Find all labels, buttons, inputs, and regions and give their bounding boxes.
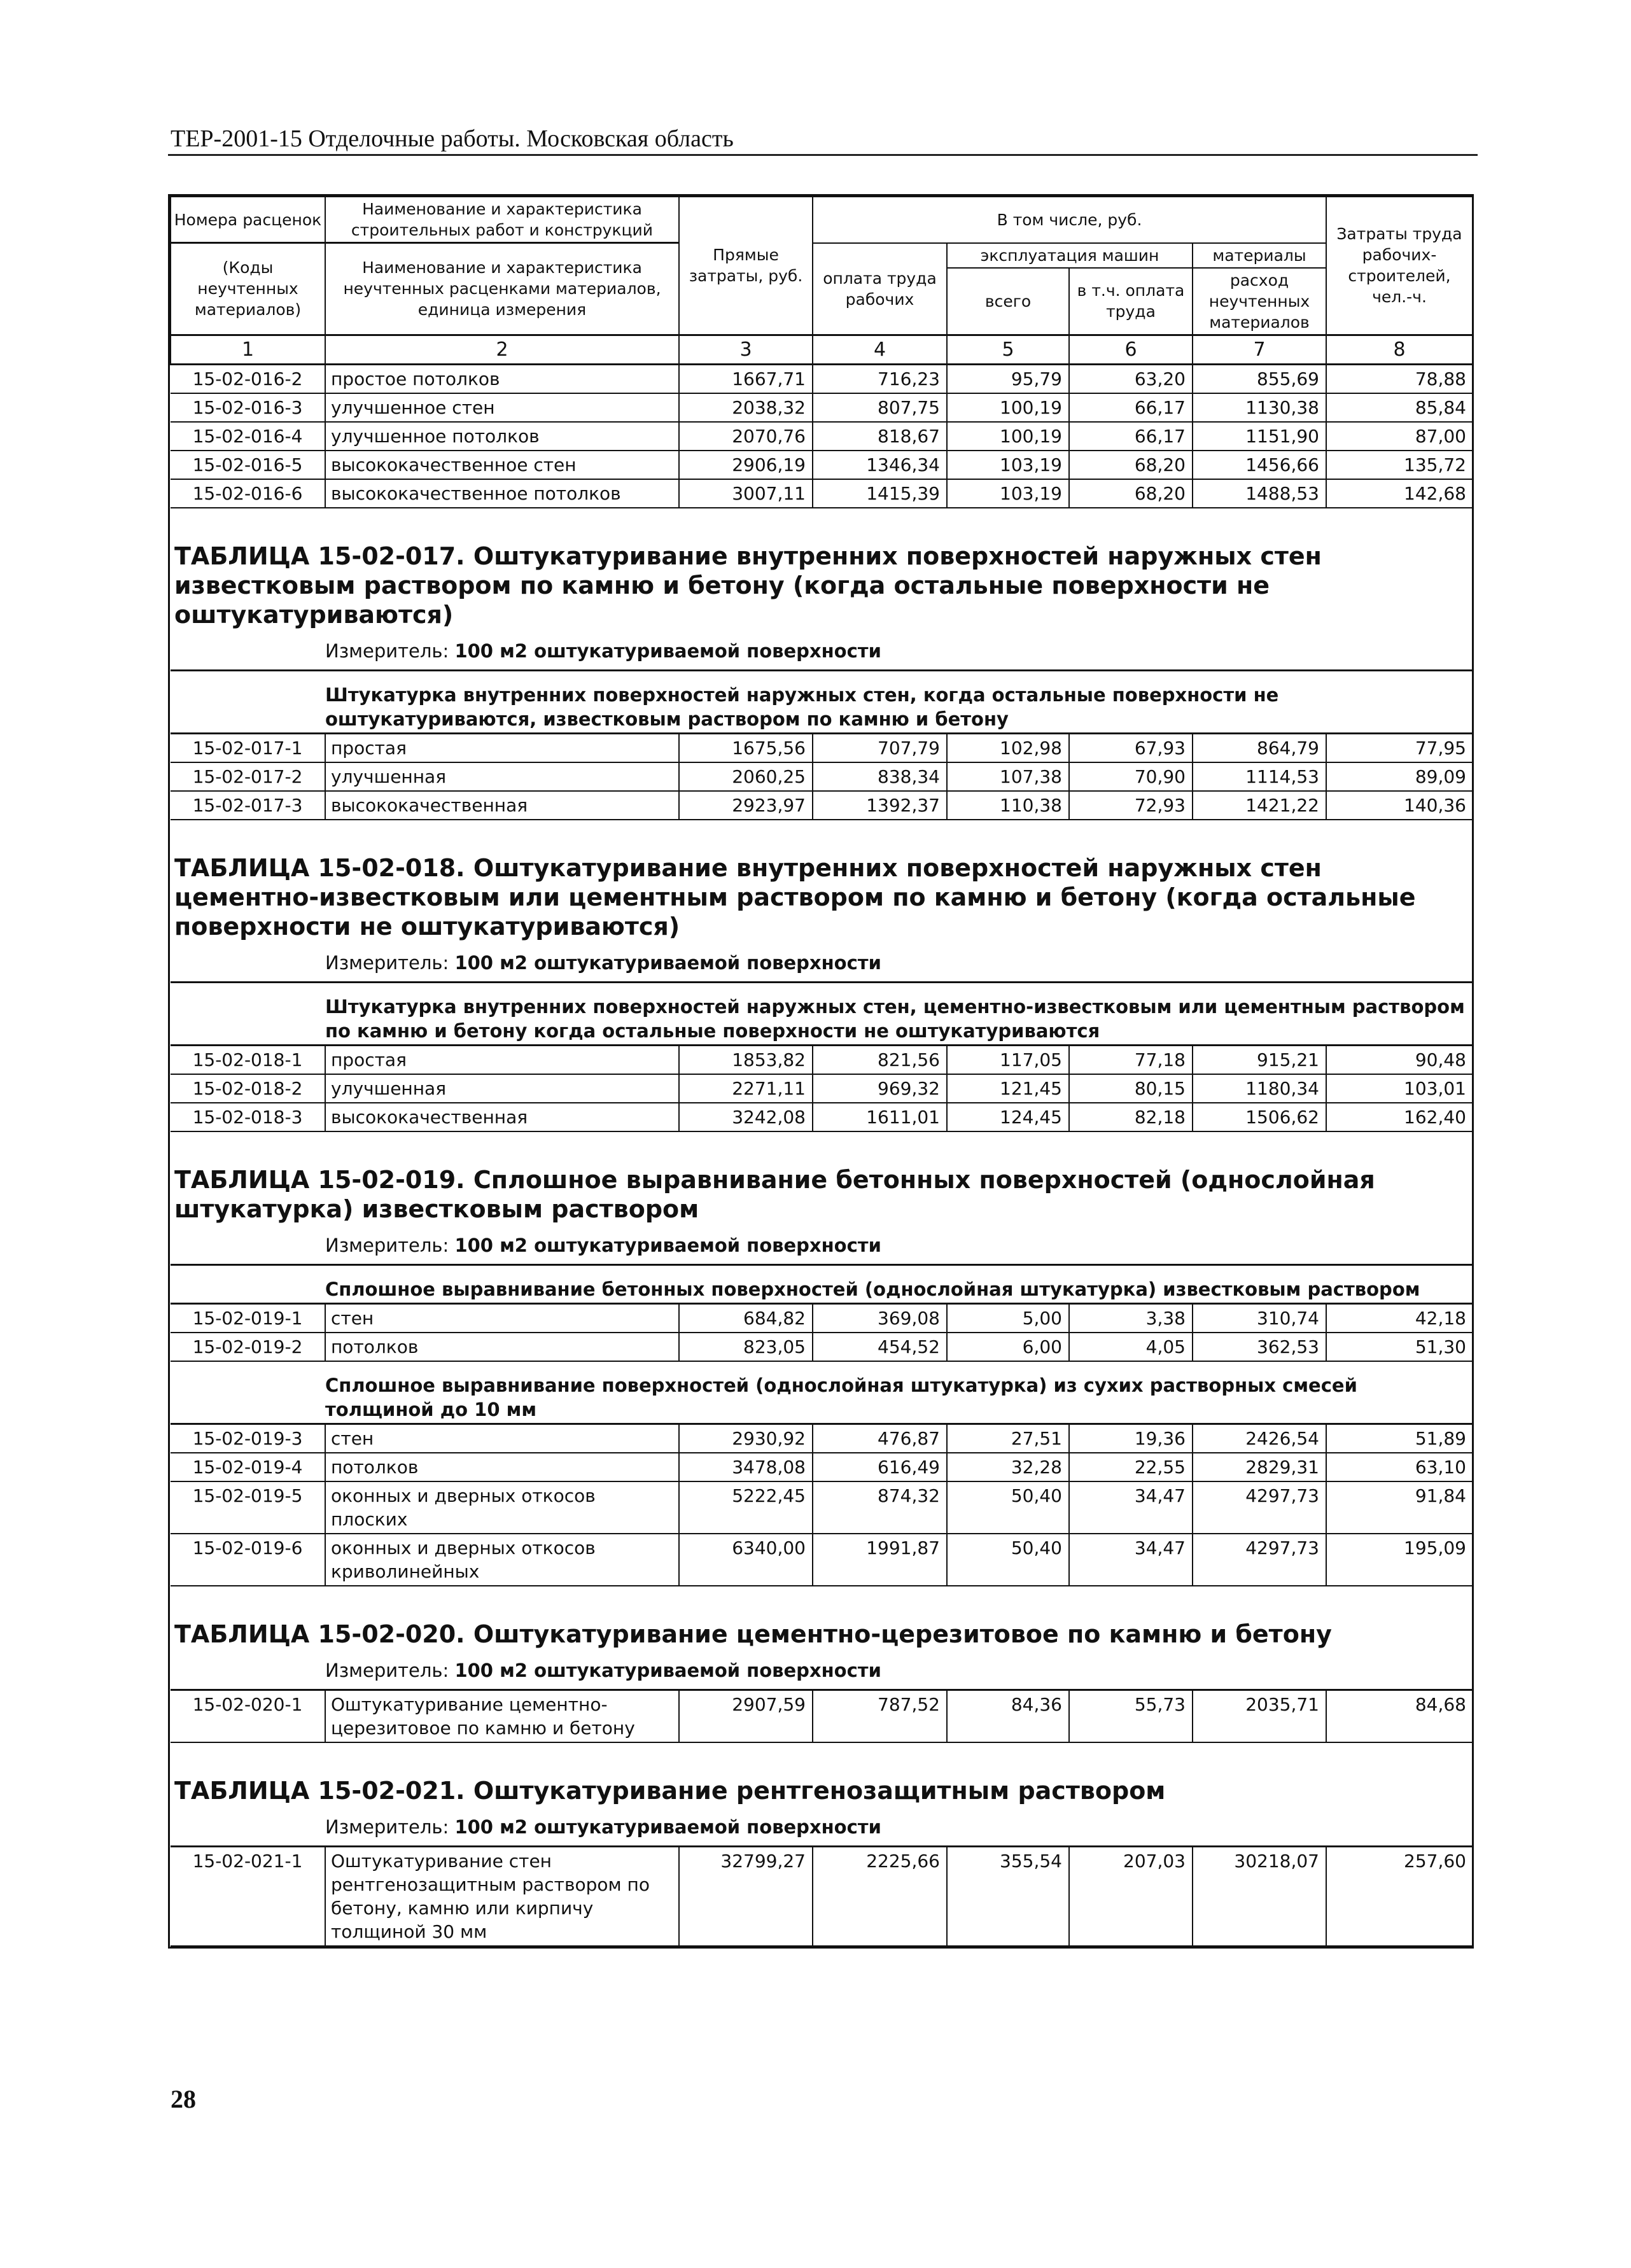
materials: 1180,34 bbox=[1193, 1074, 1326, 1103]
direct-costs: 1853,82 bbox=[679, 1045, 813, 1074]
rate-code: 15-02-016-5 bbox=[171, 451, 325, 479]
direct-costs: 3007,11 bbox=[679, 479, 813, 508]
table-row bbox=[171, 762, 1473, 791]
materials: 30218,07 bbox=[1193, 1846, 1326, 1946]
machines-labor: 68,20 bbox=[1069, 451, 1193, 479]
table-title: ТАБЛИЦА 15-02-017. Оштукатуривание внутренних поверхностей наружных стен известковым раствором по камню и бетону (когда остальные поверхности не оштукатуриваются) bbox=[174, 542, 1322, 629]
labor-hours: 89,09 bbox=[1326, 762, 1473, 791]
rate-name: простое потолков bbox=[325, 364, 679, 393]
machines-labor: 68,20 bbox=[1069, 479, 1193, 508]
column-number: 6 bbox=[1069, 335, 1193, 364]
rate-name: улучшенное потолков bbox=[325, 422, 679, 451]
column-number: 5 bbox=[947, 335, 1069, 364]
unit-label: Измеритель: bbox=[325, 1234, 455, 1256]
labor-hours: 78,88 bbox=[1326, 364, 1473, 393]
rate-code: 15-02-017-2 bbox=[171, 762, 325, 791]
direct-costs: 5222,45 bbox=[679, 1481, 813, 1534]
unit-label: Измеритель: bbox=[325, 951, 455, 974]
direct-costs: 1667,71 bbox=[679, 364, 813, 393]
rate-name: улучшенная bbox=[325, 1074, 679, 1103]
machines-labor: 4,05 bbox=[1069, 1333, 1193, 1361]
column-number: 8 bbox=[1326, 335, 1473, 364]
col-group-materials: материалы bbox=[1193, 243, 1326, 268]
rate-name: оконных и дверных откосов плоских bbox=[325, 1481, 679, 1534]
col-machines-total: всего bbox=[947, 268, 1069, 335]
table-row bbox=[171, 1424, 1473, 1453]
labor-hours: 51,89 bbox=[1326, 1424, 1473, 1453]
col-name-top: Наименование и характеристика строительных работ и конструкций bbox=[325, 197, 679, 243]
unit-value: 100 м2 оштукатуриваемой поверхности bbox=[454, 1659, 881, 1681]
table-row bbox=[171, 733, 1473, 762]
labor-hours: 42,18 bbox=[1326, 1303, 1473, 1333]
machines-total: 103,19 bbox=[947, 451, 1069, 479]
worker-pay: 818,67 bbox=[813, 422, 947, 451]
worker-pay: 476,87 bbox=[813, 1424, 947, 1453]
table-row bbox=[171, 1846, 1473, 1946]
rate-code: 15-02-019-2 bbox=[171, 1333, 325, 1361]
unit-label: Измеритель: bbox=[325, 640, 455, 662]
table-row bbox=[171, 1045, 1473, 1074]
labor-hours: 51,30 bbox=[1326, 1333, 1473, 1361]
table-title: ТАБЛИЦА 15-02-021. Оштукатуривание рентгенозащитным раствором bbox=[174, 1776, 1166, 1805]
table-title: ТАБЛИЦА 15-02-020. Оштукатуривание цементно-церезитовое по камню и бетону bbox=[174, 1620, 1332, 1648]
table-row bbox=[171, 1333, 1473, 1361]
worker-pay: 454,52 bbox=[813, 1333, 947, 1361]
rate-name: стен bbox=[325, 1303, 679, 1333]
table-row bbox=[171, 364, 1473, 393]
materials: 1456,66 bbox=[1193, 451, 1326, 479]
worker-pay: 1415,39 bbox=[813, 479, 947, 508]
rate-code: 15-02-021-1 bbox=[171, 1846, 325, 1946]
machines-labor: 70,90 bbox=[1069, 762, 1193, 791]
labor-hours: 162,40 bbox=[1326, 1103, 1473, 1131]
table-row bbox=[171, 1103, 1473, 1131]
direct-costs: 2070,76 bbox=[679, 422, 813, 451]
direct-costs: 2923,97 bbox=[679, 791, 813, 820]
worker-pay: 1611,01 bbox=[813, 1103, 947, 1131]
machines-total: 121,45 bbox=[947, 1074, 1069, 1103]
materials: 362,53 bbox=[1193, 1333, 1326, 1361]
rate-name: высококачественное потолков bbox=[325, 479, 679, 508]
direct-costs: 3478,08 bbox=[679, 1453, 813, 1481]
rate-code: 15-02-017-1 bbox=[171, 733, 325, 762]
machines-total: 100,19 bbox=[947, 393, 1069, 422]
unit-value: 100 м2 оштукатуриваемой поверхности bbox=[454, 1234, 881, 1256]
unit-of-measure bbox=[325, 1655, 1473, 1690]
table-row bbox=[171, 451, 1473, 479]
worker-pay: 969,32 bbox=[813, 1074, 947, 1103]
section-subtitle: Сплошное выравнивание поверхностей (однослойная штукатурка) из сухих растворных смесей толщиной до 10 мм bbox=[325, 1361, 1473, 1424]
machines-total: 100,19 bbox=[947, 422, 1069, 451]
machines-total: 124,45 bbox=[947, 1103, 1069, 1131]
table-header bbox=[171, 197, 1473, 364]
header-rule bbox=[168, 154, 1478, 156]
worker-pay: 874,32 bbox=[813, 1481, 947, 1534]
rate-code: 15-02-016-4 bbox=[171, 422, 325, 451]
labor-hours: 135,72 bbox=[1326, 451, 1473, 479]
direct-costs: 1675,56 bbox=[679, 733, 813, 762]
machines-labor: 55,73 bbox=[1069, 1690, 1193, 1742]
unit-of-measure bbox=[325, 948, 1473, 983]
col-materials-usage: расход неучтенных материалов bbox=[1193, 268, 1326, 335]
table-row bbox=[171, 422, 1473, 451]
machines-total: 355,54 bbox=[947, 1846, 1069, 1946]
materials: 1130,38 bbox=[1193, 393, 1326, 422]
table-row bbox=[171, 393, 1473, 422]
unit-value: 100 м2 оштукатуриваемой поверхности bbox=[454, 951, 881, 974]
table-row bbox=[171, 479, 1473, 508]
rate-name: высококачественная bbox=[325, 791, 679, 820]
direct-costs: 2038,32 bbox=[679, 393, 813, 422]
rate-code: 15-02-019-3 bbox=[171, 1424, 325, 1453]
column-numbers-row bbox=[171, 335, 1473, 364]
table-row bbox=[171, 1690, 1473, 1742]
materials: 310,74 bbox=[1193, 1303, 1326, 1333]
table-title: ТАБЛИЦА 15-02-018. Оштукатуривание внутренних поверхностей наружных стен цементно-известковым или цементным раствором по камню и бетону (когда остальные поверхности не оштукатуриваются) bbox=[174, 853, 1416, 941]
rate-code: 15-02-016-3 bbox=[171, 393, 325, 422]
worker-pay: 807,75 bbox=[813, 393, 947, 422]
column-number: 1 bbox=[171, 335, 325, 364]
rate-code: 15-02-019-5 bbox=[171, 1481, 325, 1534]
machines-labor: 67,93 bbox=[1069, 733, 1193, 762]
labor-hours: 142,68 bbox=[1326, 479, 1473, 508]
unit-of-measure bbox=[325, 636, 1473, 671]
machines-total: 5,00 bbox=[947, 1303, 1069, 1333]
materials: 864,79 bbox=[1193, 733, 1326, 762]
machines-total: 27,51 bbox=[947, 1424, 1069, 1453]
machines-total: 103,19 bbox=[947, 479, 1069, 508]
direct-costs: 2930,92 bbox=[679, 1424, 813, 1453]
machines-labor: 22,55 bbox=[1069, 1453, 1193, 1481]
labor-hours: 85,84 bbox=[1326, 393, 1473, 422]
materials: 1421,22 bbox=[1193, 791, 1326, 820]
materials: 1114,53 bbox=[1193, 762, 1326, 791]
rate-name: улучшенная bbox=[325, 762, 679, 791]
rate-code: 15-02-018-2 bbox=[171, 1074, 325, 1103]
column-number: 2 bbox=[325, 335, 679, 364]
worker-pay: 821,56 bbox=[813, 1045, 947, 1074]
labor-hours: 84,68 bbox=[1326, 1690, 1473, 1742]
col-labor-hours: Затраты труда рабочих-строителей, чел.-ч. bbox=[1326, 197, 1473, 335]
rate-code: 15-02-020-1 bbox=[171, 1690, 325, 1742]
materials: 855,69 bbox=[1193, 364, 1326, 393]
direct-costs: 2060,25 bbox=[679, 762, 813, 791]
col-code-top: Номера расценок bbox=[171, 197, 325, 243]
rate-code: 15-02-016-6 bbox=[171, 479, 325, 508]
section-subtitle: Сплошное выравнивание бетонных поверхностей (однослойная штукатурка) известковым раствором bbox=[325, 1264, 1473, 1303]
worker-pay: 707,79 bbox=[813, 733, 947, 762]
col-code-bottom: (Коды неучтенных материалов) bbox=[171, 243, 325, 335]
machines-total: 102,98 bbox=[947, 733, 1069, 762]
direct-costs: 684,82 bbox=[679, 1303, 813, 1333]
col-group-machines: эксплуатация машин bbox=[947, 243, 1193, 268]
materials: 2035,71 bbox=[1193, 1690, 1326, 1742]
rates-document bbox=[168, 194, 1474, 1949]
machines-labor: 80,15 bbox=[1069, 1074, 1193, 1103]
table-row bbox=[171, 791, 1473, 820]
labor-hours: 140,36 bbox=[1326, 791, 1473, 820]
table-019-body bbox=[171, 1131, 1473, 1586]
machines-labor: 34,47 bbox=[1069, 1534, 1193, 1586]
labor-hours: 77,95 bbox=[1326, 733, 1473, 762]
materials: 4297,73 bbox=[1193, 1534, 1326, 1586]
col-machines-labor: в т.ч. оплата труда bbox=[1069, 268, 1193, 335]
column-number: 7 bbox=[1193, 335, 1326, 364]
machines-total: 84,36 bbox=[947, 1690, 1069, 1742]
worker-pay: 787,52 bbox=[813, 1690, 947, 1742]
unit-of-measure bbox=[325, 1230, 1473, 1265]
rate-code: 15-02-019-4 bbox=[171, 1453, 325, 1481]
materials: 2426,54 bbox=[1193, 1424, 1326, 1453]
direct-costs: 32799,27 bbox=[679, 1846, 813, 1946]
labor-hours: 195,09 bbox=[1326, 1534, 1473, 1586]
worker-pay: 1991,87 bbox=[813, 1534, 947, 1586]
machines-labor: 66,17 bbox=[1069, 422, 1193, 451]
worker-pay: 716,23 bbox=[813, 364, 947, 393]
rate-name: высококачественная bbox=[325, 1103, 679, 1131]
table-018-body bbox=[171, 820, 1473, 1131]
machines-total: 95,79 bbox=[947, 364, 1069, 393]
machines-labor: 3,38 bbox=[1069, 1303, 1193, 1333]
machines-labor: 82,18 bbox=[1069, 1103, 1193, 1131]
column-number: 4 bbox=[813, 335, 947, 364]
table-021-body bbox=[171, 1742, 1473, 1946]
materials: 915,21 bbox=[1193, 1045, 1326, 1074]
section-subtitle: Штукатурка внутренних поверхностей наружных стен, когда остальные поверхности не оштукатуриваются, известковым раствором по камню и бетону bbox=[325, 670, 1473, 733]
rates-table bbox=[170, 196, 1473, 1947]
direct-costs: 6340,00 bbox=[679, 1534, 813, 1586]
machines-labor: 19,36 bbox=[1069, 1424, 1193, 1453]
direct-costs: 2907,59 bbox=[679, 1690, 813, 1742]
labor-hours: 103,01 bbox=[1326, 1074, 1473, 1103]
direct-costs: 823,05 bbox=[679, 1333, 813, 1361]
rate-name: высококачественное стен bbox=[325, 451, 679, 479]
section-subtitle: Штукатурка внутренних поверхностей наружных стен, цементно-известковым или цементным раствором по камню и бетону когда остальные поверхности не оштукатуриваются bbox=[325, 982, 1473, 1045]
rate-name: потолков bbox=[325, 1453, 679, 1481]
page-header: ТЕР-2001-15 Отделочные работы. Московская область bbox=[171, 125, 734, 152]
col-direct-costs: Прямые затраты, руб. bbox=[679, 197, 813, 335]
rate-name: потолков bbox=[325, 1333, 679, 1361]
labor-hours: 91,84 bbox=[1326, 1481, 1473, 1534]
machines-labor: 63,20 bbox=[1069, 364, 1193, 393]
machines-total: 110,38 bbox=[947, 791, 1069, 820]
machines-total: 50,40 bbox=[947, 1481, 1069, 1534]
materials: 4297,73 bbox=[1193, 1481, 1326, 1534]
machines-total: 50,40 bbox=[947, 1534, 1069, 1586]
rate-code: 15-02-016-2 bbox=[171, 364, 325, 393]
col-worker-pay: оплата труда рабочих bbox=[813, 243, 947, 335]
unit-value: 100 м2 оштукатуриваемой поверхности bbox=[454, 640, 881, 662]
labor-hours: 87,00 bbox=[1326, 422, 1473, 451]
labor-hours: 257,60 bbox=[1326, 1846, 1473, 1946]
rate-code: 15-02-018-1 bbox=[171, 1045, 325, 1074]
rate-name: оконных и дверных откосов криволинейных bbox=[325, 1534, 679, 1586]
labor-hours: 90,48 bbox=[1326, 1045, 1473, 1074]
table-016-body bbox=[171, 364, 1473, 508]
table-020-body bbox=[171, 1586, 1473, 1742]
machines-total: 107,38 bbox=[947, 762, 1069, 791]
machines-labor: 77,18 bbox=[1069, 1045, 1193, 1074]
table-row bbox=[171, 1303, 1473, 1333]
machines-total: 32,28 bbox=[947, 1453, 1069, 1481]
table-017-body bbox=[171, 508, 1473, 820]
rate-code: 15-02-018-3 bbox=[171, 1103, 325, 1131]
table-row bbox=[171, 1534, 1473, 1586]
materials: 2829,31 bbox=[1193, 1453, 1326, 1481]
worker-pay: 616,49 bbox=[813, 1453, 947, 1481]
worker-pay: 2225,66 bbox=[813, 1846, 947, 1946]
col-group-including: В том числе, руб. bbox=[813, 197, 1326, 243]
machines-total: 6,00 bbox=[947, 1333, 1069, 1361]
worker-pay: 1346,34 bbox=[813, 451, 947, 479]
rate-name: простая bbox=[325, 733, 679, 762]
table-row bbox=[171, 1453, 1473, 1481]
direct-costs: 2271,11 bbox=[679, 1074, 813, 1103]
materials: 1488,53 bbox=[1193, 479, 1326, 508]
table-row bbox=[171, 1074, 1473, 1103]
unit-label: Измеритель: bbox=[325, 1659, 455, 1681]
machines-labor: 207,03 bbox=[1069, 1846, 1193, 1946]
rate-name: стен bbox=[325, 1424, 679, 1453]
rate-name: Оштукатуривание стен рентгенозащитным раствором по бетону, камню или кирпичу толщиной 30 мм bbox=[325, 1846, 679, 1946]
labor-hours: 63,10 bbox=[1326, 1453, 1473, 1481]
direct-costs: 2906,19 bbox=[679, 451, 813, 479]
worker-pay: 838,34 bbox=[813, 762, 947, 791]
col-name-bottom: Наименование и характеристика неучтенных расценками материалов, единица измерения bbox=[325, 243, 679, 335]
machines-labor: 66,17 bbox=[1069, 393, 1193, 422]
machines-labor: 34,47 bbox=[1069, 1481, 1193, 1534]
unit-label: Измеритель: bbox=[325, 1816, 455, 1838]
direct-costs: 3242,08 bbox=[679, 1103, 813, 1131]
rate-code: 15-02-017-3 bbox=[171, 791, 325, 820]
rate-code: 15-02-019-6 bbox=[171, 1534, 325, 1586]
rate-name: Оштукатуривание цементно-церезитовое по камню и бетону bbox=[325, 1690, 679, 1742]
machines-total: 117,05 bbox=[947, 1045, 1069, 1074]
rate-code: 15-02-019-1 bbox=[171, 1303, 325, 1333]
unit-of-measure bbox=[325, 1812, 1473, 1847]
rate-name: простая bbox=[325, 1045, 679, 1074]
materials: 1506,62 bbox=[1193, 1103, 1326, 1131]
worker-pay: 369,08 bbox=[813, 1303, 947, 1333]
materials: 1151,90 bbox=[1193, 422, 1326, 451]
machines-labor: 72,93 bbox=[1069, 791, 1193, 820]
worker-pay: 1392,37 bbox=[813, 791, 947, 820]
column-number: 3 bbox=[679, 335, 813, 364]
unit-value: 100 м2 оштукатуриваемой поверхности bbox=[454, 1816, 881, 1838]
table-title: ТАБЛИЦА 15-02-019. Сплошное выравнивание бетонных поверхностей (однослойная штукатурка) известковым раствором bbox=[174, 1165, 1375, 1223]
table-row bbox=[171, 1481, 1473, 1534]
rate-name: улучшенное стен bbox=[325, 393, 679, 422]
page-number: 28 bbox=[171, 2085, 196, 2113]
